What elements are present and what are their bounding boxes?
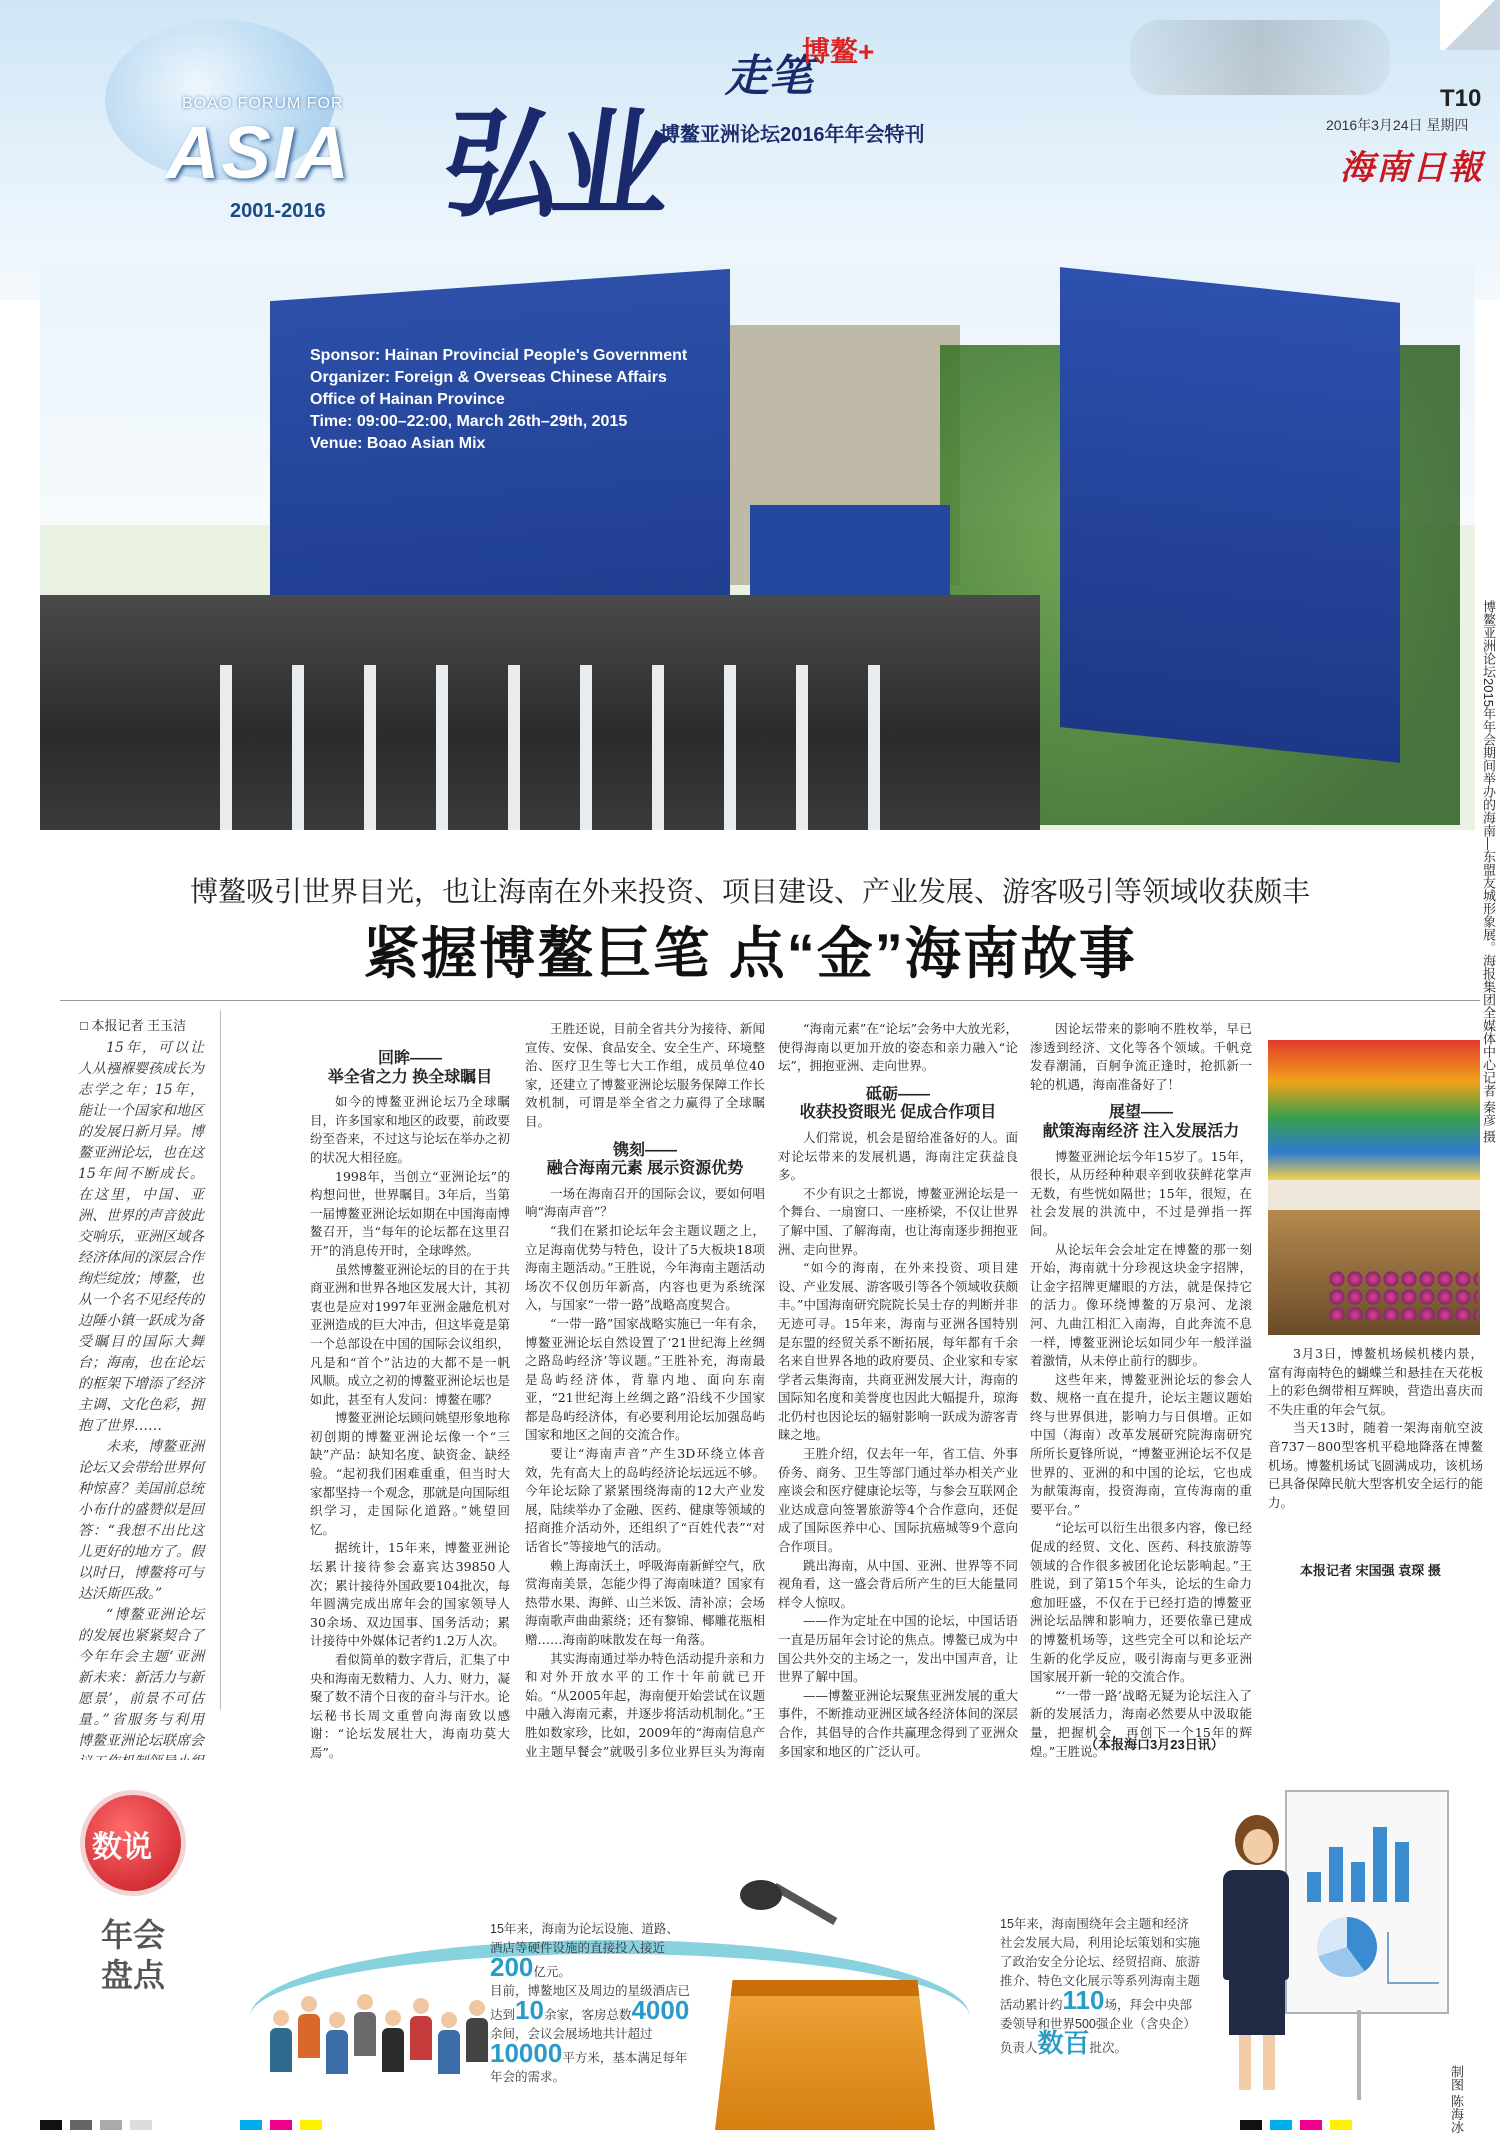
section-heading (525, 1142, 765, 1179)
stat-text: 平方米，基本满足每年年会的需求。 (490, 2051, 688, 2084)
paragraph: 博鳌亚洲论坛今年15岁了。15年，很长，从历经种种艰辛到收获鲜花掌声无数，有些恍如隔世；15年，很短，在社会发展的洪流中，不过是弹指一挥间。 (1030, 1148, 1252, 1238)
series-logo-boao: 博鳌+ (802, 36, 875, 67)
paragraph: “论坛可以衍生出很多内容，像已经促成的经贸、文化、医药、科技旅游等领域的合作很多被团化论坛影响起。”王胜说，到了第15个年头，论坛的生命力愈加旺盛，不仅在于已经打造的博鳌亚洲论坛品牌和影响力，还要依靠已建成的博鳌机场等，这些完全可以和论坛产生新的化学反应，吸引海南与更多亚洲国家展开新一轮的交流合作。 (1030, 1520, 1252, 1685)
newspaper-nameplate: 海南日報 (1340, 148, 1484, 188)
paragraph: “海南元素”在“论坛”会务中大放光彩，使得海南以更加开放的姿态和亲力融入“论坛”，拥抱亚洲、走向世界。 (778, 1021, 1018, 1074)
section-title: 收获投资眼光 促成合作项目 (799, 1104, 997, 1122)
stat-text: 15年来，海南为论坛设施、道路、酒店等硬件设施的直接投入接近 (490, 1922, 679, 1955)
airport-photo-caption (1268, 1345, 1483, 1512)
presenter-illustration (1205, 1815, 1305, 2095)
board-pie (1317, 1917, 1377, 1977)
graphic-credit: 制图 陈海冰 (1449, 2065, 1464, 2134)
stat-block-investment (490, 1920, 690, 2087)
board-bar (1351, 1862, 1365, 1902)
board-bar (1395, 1842, 1409, 1902)
paragraph: 赖上海南沃土，呼吸海南新鲜空气，欣赏海南美景，怎能少得了海南味道？国家有热带水果、海鲜、山兰米饭、清补凉；会场海南歌声曲曲萦绕；还有黎锦、椰雕花瓶相赠……海南韵味散发在每一角落。 (525, 1557, 765, 1647)
paragraph: 博鳌亚洲论坛顾问姚望形象地称初创期的博鳌亚洲论坛像一个“三缺”产品：缺知名度、缺资金、缺经验。“起初我们困难重重，但当时大家都坚持一个观念，那就是向国际组织学习，走国际化道路。”姚望回忆。 (310, 1410, 511, 1537)
section-heading (778, 1086, 1018, 1123)
headline: 紧握博鳌巨笔 点“金”海南故事 (363, 922, 1137, 985)
divider (60, 1000, 1480, 1001)
forum-logo-small: BOAO FORUM FOR (182, 95, 344, 112)
lead-paragraph: 未来，博鳌亚洲论坛又会带给世界何种惊喜？美国前总统小布什的盛赞似是回答：“我想不出比这儿更好的地方了。假以时日，博鳌将可与达沃斯匹敌。” (78, 1439, 204, 1602)
paragraph: 虽然博鳌亚洲论坛的目的在于共商亚洲和世界各地区发展大计，其初衷也是应对1997年亚洲金融危机对亚洲造成的巨大冲击，但这毕竟是第一个总部设在中国的国际会议组织，凡是和“首个”沾边的大都不是一帆风顺。成立之初的博鳌亚洲论坛也是如此，甚至有人发问：博鳌在哪？ (310, 1261, 511, 1407)
paragraph: ——博鳌亚洲论坛聚焦亚洲发展的重大事件，不断推动亚洲区域各经济体间的深层合作，其倡导的合作共赢理念得到了亚洲众多国家和地区的广泛认可。 (778, 1687, 1018, 1759)
banner-line: Organizer: Foreign & Overseas Chinese Affairs (310, 369, 667, 386)
subheadline: 博鳌吸引世界目光，也让海南在外来投资、项目建设、产业发展、游客吸引等领域收获颇丰 (189, 876, 1310, 907)
paragraph: 人们常说，机会是留给准备好的人。面对论坛带来的发展机遇，海南注定获益良多。 (778, 1129, 1018, 1183)
column-divider (220, 1010, 221, 1710)
person-icon (382, 2010, 404, 2072)
paragraph: 要让“海南声音”产生3D环绕立体音效，先有高大上的岛屿经济论坛远远不够。今年论坛除了紧紧围绕海南的12大产业发展，陆续举办了金融、医药、健康等领域的招商推介活动外，还组织了“百姓代表”“对话省长”等接地气的活动。 (525, 1446, 765, 1555)
section-heading (1030, 1104, 1252, 1141)
board-stand (1357, 2010, 1361, 2100)
body-column-4 (1030, 1020, 1252, 1836)
stat-number: 数百 (1037, 2028, 1090, 2058)
banner-line: Time: 09:00–22:00, March 26th–29th, 2015 (310, 413, 628, 430)
lead-paragraph: 15年，可以让人从襁褓婴孩成长为志学之年；15年，能让一个国家和地区的发展日新月异。博鳌亚洲论坛，也在这15年间不断成长。在这里，中国、亚洲、世界的声音彼此交响乐，亚洲区域各经济体间的深层合作绚烂绽放；博鳌，也从一个名不见经传的边陲小镇一跃成为备受瞩目的国际大舞台；海南，也在论坛的框架下增添了经济主调、文化色彩，拥抱了世界…… (78, 1040, 204, 1434)
stat-number: 10 (515, 1995, 544, 2025)
microphone-icon (740, 1880, 840, 1940)
paragraph: 其实海南通过举办特色活动提升亲和力和对外开放水平的工作十年前就已开始。“从2005年起，海南便开始尝试在议题中融入海南元素，并逐步将活动机制化。”王胜如数家珍，比如，2009年的“海南信息产业主题早餐会”就吸引多位业界巨头为海南 (525, 1650, 765, 1759)
paragraph: “一带一路”国家战略实施已一年有余，博鳌亚洲论坛自然设置了‘21世纪海上丝绸之路岛屿经济’等议题。”王胜补充，海南最是岛屿经济体，背靠内地、面向东南亚，“21世纪海上丝绸之路”沿线不少国家都是岛屿经济体，有必要利用论坛加强岛屿国家和地区之间的交流合作。 (525, 1315, 765, 1443)
shushuo-badge-label: 数说 (92, 1831, 152, 1864)
main-photo (40, 265, 1475, 830)
person-icon (466, 2000, 488, 2062)
podium-graphic (715, 1980, 935, 2130)
stat-text: 批次。 (1089, 2041, 1128, 2055)
photo-orchids (1328, 1270, 1478, 1320)
paragraph: 据统计，15年来，博鳌亚洲论坛累计接待参会嘉宾达39850人次；累计接待外国政要104批次，每年圆满完成出席年会的国家领导人30余场、双边国事、国务活动；累计接待中外媒体记者约1.2万人次。 (310, 1540, 510, 1649)
lead-paragraph: “博鳌亚洲论坛的发展也紧紧契合了今年年会主题‘亚洲新未来：新活力与新愿景’，前景不可估量。”省服务与利用博鳌亚洲论坛联席会 (78, 1607, 204, 1749)
stat-text: 余家，客房总数 (543, 2008, 632, 2022)
photo-caption: 博鳌亚洲论坛2015年年会期间举办的海南—东盟友城形象展。海报集团全媒体中心记者 秦彦 摄 (1481, 600, 1496, 1144)
stat-text: 场，拜会中央部委领导和世界500强企业（含央企）负责人 (1000, 1998, 1196, 2055)
photo-banner-right (1060, 267, 1400, 763)
paragraph: ——作为定址在中国的论坛，中国话语一直是历届年会讨论的焦点。博鳌已成为中国公共外交的主场之一，发出中国声音，让世界了解中国。 (778, 1613, 1018, 1685)
stat-number: 4000 (631, 1995, 690, 2025)
body-column-2 (525, 1020, 765, 1836)
stat-text: 目前，博鳌地区及周边的星级酒店已达到 (490, 1984, 691, 2022)
special-issue-title: 博鳌亚洲论坛2016年年会特刊 (660, 124, 925, 146)
stat-text: 亿元。 (533, 1965, 571, 1979)
forum-years: 2001-2016 (230, 200, 326, 222)
photo-crowd-detail (160, 665, 920, 830)
lead-column (78, 1038, 204, 1836)
board-bar (1307, 1872, 1321, 1902)
person-icon (410, 1998, 432, 2060)
section-kicker: 展望—— (1108, 1104, 1173, 1122)
paragraph: “‘一带一路’战略无疑为论坛注入了新的发展活力，海南必然要从中汲取能量，把握机会，再创下一个15年的辉煌。”王胜说。 (1030, 1687, 1252, 1759)
banner-line: Sponsor: Hainan Provincial People's Government (310, 347, 688, 364)
paragraph: 王胜介绍，仅去年一年，省工信、外事侨务、商务、卫生等部门通过举办相关产业座谈会和医疗健康论坛等，与参会互联网企业达成意向签署旅游等4个合作意向，还促成了国际医养中心、国际抗癌城等9个意向合作项目。 (778, 1446, 1018, 1555)
stat-text: 15年来，海南围绕年会主题和经济社会发展大局，利用论坛策划和实施了政治安全分论坛、经贸招商、旅游推介、特色文化展示等系列海南主题活动累计约 (1000, 1917, 1201, 2012)
issue-date: 2016年3月24日 星期四 (1326, 117, 1469, 133)
page-curl-graphic (1440, 0, 1500, 50)
section-title: 献策海南经济 注入发展活力 (1042, 1122, 1240, 1140)
page-number: T10 (1440, 85, 1482, 112)
photo-ribbon-ceiling (1268, 1040, 1480, 1180)
stat-number: 10000 (490, 2038, 563, 2068)
paragraph: 一场在海南召开的国际会议，要如何唱响“海南声音”？ (525, 1185, 765, 1220)
paragraph: “如今的海南，在外来投资、项目建设、产业发展、游客吸引等各个领域收获颇丰。”中国海南研究院院长吴士存的判断并非无迹可寻。15年来，海南与亚洲各国特别是东盟的经贸关系不断拓展，每年都有千余名来自世界各地的政府要员、企业家和专家学者云集海南，共商亚洲发展大计，海南的国际知名度和美誉度也因此大幅提升，琼海北仍村也因论坛的辐射影响一跃成为游客青睐之地。 (778, 1260, 1018, 1443)
photo-banner-text (310, 345, 687, 455)
stat-number: 110 (1062, 1985, 1105, 2015)
paragraph: 1998年，当创立“亚洲论坛”的构想问世，世界瞩目。3年后，当第一届博鳌亚洲论坛如期在中国海南博鳌召开，当“每年的论坛都在这里召开”的消息传开时，全球哗然。 (310, 1168, 511, 1258)
airport-photo (1268, 1040, 1480, 1335)
person-icon (326, 2012, 348, 2074)
paragraph: 如今的博鳌亚洲论坛乃全球瞩目，许多国家和地区的政要，前政要纷至沓来，不过这与论坛在举办之初的状况大相径庭。 (310, 1094, 511, 1165)
paragraph: 从论坛年会会址定在博鳌的那一刻开始，海南就十分珍视这块金字招牌，让金字招牌更耀眼的方法，就是保持它的活力。像环绕博鳌的万泉河、龙滚河、九曲江相汇入南海，自此奔流不息一样，博鳌亚洲论坛如同少年一般洋溢着激情，从未停止前行的脚步。 (1030, 1241, 1252, 1369)
board-line (1387, 1932, 1439, 1984)
person-icon (270, 2010, 292, 2072)
presentation-board-graphic (1285, 1790, 1449, 2014)
section-kicker: 回眸—— (377, 1050, 442, 1067)
section-kicker: 镌刻—— (612, 1141, 677, 1159)
stat-number: 200 (490, 1952, 534, 1982)
board-bar (1329, 1847, 1343, 1902)
person-icon (438, 2012, 460, 2074)
person-icon (354, 1994, 376, 2056)
board-bar (1373, 1827, 1387, 1902)
banner-line: Office of Hainan Province (310, 391, 505, 408)
paragraph: 不少有识之士都说，博鳌亚洲论坛是一个舞台、一扇窗口、一座桥梁，不仅让世界了解中国、了解海南，也让海南逐步拥抱亚洲、走向世界。 (778, 1185, 1018, 1257)
series-logo-zoubi: 走笔 (725, 51, 813, 102)
body-column-3 (778, 1020, 1018, 1836)
world-map-graphic (1130, 20, 1390, 95)
caption-paragraph: 3月3日，博鳌机场候机楼内景，富有海南特色的蝴蝶兰和悬挂在天花板上的彩色绸带相互辉映，营造出喜庆而不失庄重的年会气氛。 (1268, 1346, 1483, 1417)
section-kicker: 砥砺—— (865, 1085, 930, 1103)
column-calligraphy-title: 弘业 (433, 95, 674, 234)
paragraph: 这些年来，博鳌亚洲论坛的参会人数、规格一直在提升，论坛主题议题始终与世界俱进，影响力与日俱增。正如中国（海南）改革发展研究院海南研究所所长夏锋所说，“博鳌亚洲论坛不仅是世界的、亚洲的和中国的论坛，它也成为献策海南，投资海南，宣传海南的重要平台。” (1030, 1371, 1252, 1517)
paragraph: 王胜还说，目前全省共分为接待、新闻宣传、安保、食品安全、安全生产、环境整治、医疗卫生等七大工作组，成员单位40家，还建立了博鳌亚洲论坛服务保障工作长效机制，可谓是举全省之力赢得了全球瞩目。 (525, 1021, 765, 1129)
stat-block-activities (1000, 1915, 1200, 2058)
photo-credit: 本报记者 宋国强 袁琛 摄 (1300, 1563, 1441, 1578)
byline: □ 本报记者 王玉洁 (80, 1018, 187, 1033)
caption-paragraph: 当天13时，随着一架海南航空波音737－800型客机平稳地降落在博鳌机场。博鳌机场试飞圆满成功，该机场已具备保障民航大型客机安全运行的能力。 (1268, 1420, 1483, 1510)
forum-logo-asia: ASIA (166, 111, 351, 194)
stat-text: 余间，会议会展场地共计超过 (490, 2027, 653, 2041)
section-title: 举全省之力 换全球瞩目 (327, 1068, 493, 1086)
section-heading (310, 1050, 510, 1087)
section-title: 融合海南元素 展示资源优势 (546, 1160, 744, 1178)
paragraph: 跳出海南，从中国、亚洲、世界等不同视角看，这一盛会背后所产生的巨大能量同样令人惊叹。 (778, 1557, 1018, 1610)
dateline: （本报海口3月23日讯） (1085, 1737, 1224, 1752)
infographic-subtitle: 年会盘点 (100, 1917, 165, 1993)
paragraph: 看似简单的数字背后，汇集了中央和海南无数精力、人力、财力，凝聚了数不清个日夜的奋斗与汗水。论坛秘书长周文重曾向海南致以感谢：“论坛发展壮大，海南功莫大焉”。 (310, 1652, 511, 1760)
paragraph: “我们在紧扣论坛年会主题议题之上，立足海南优势与特色，设计了5大板块18项海南主题活动。”王胜说，今年海南主题活动场次不仅创历年新高，内容也更为系统深入，与国家“一带一路”战略高度契合。 (525, 1222, 765, 1313)
person-icon (298, 1996, 320, 2058)
banner-line: Venue: Boao Asian Mix (310, 435, 486, 452)
paragraph: 因论坛带来的影响不胜枚举，早已渗透到经济、文化等各个领域。千帆竞发春潮涌，百舸争流正逢时，抢抓新一轮的机遇，海南准备好了！ (1030, 1021, 1252, 1092)
